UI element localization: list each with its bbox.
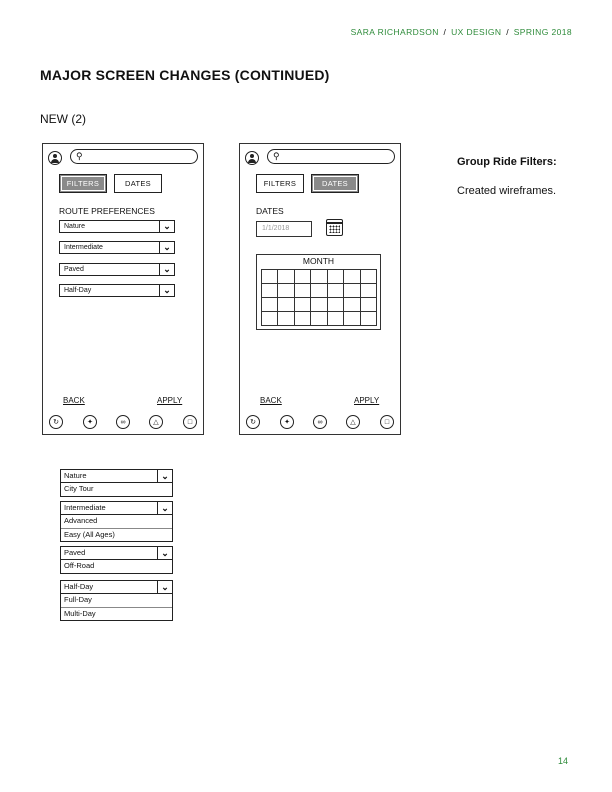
- search-icon: ⚲: [273, 151, 280, 161]
- running-header: [351, 27, 572, 37]
- map-pin-nav-icon[interactable]: ✦: [83, 415, 97, 429]
- chat-nav-icon[interactable]: □: [380, 415, 394, 429]
- route-preferences-label: ROUTE PREFERENCES: [59, 206, 155, 216]
- dropdown-value: Intermediate: [64, 244, 103, 251]
- dropdown-selected: Paved: [64, 548, 86, 557]
- dropdown-value: Half-Day: [64, 287, 92, 294]
- filters-screen-wireframe: [42, 143, 204, 435]
- terrain-dropdown[interactable]: [59, 220, 175, 233]
- dropdown-selected: Intermediate: [64, 503, 106, 512]
- route-nav-icon[interactable]: ↻: [49, 415, 63, 429]
- tab-filters[interactable]: FILTERS: [59, 174, 107, 193]
- dates-screen-wireframe: [239, 143, 401, 435]
- dropdown-option[interactable]: Multi-Day: [61, 607, 172, 620]
- description-text: Created wireframes.: [457, 185, 557, 197]
- author-name: SARA RICHARDSON: [350, 27, 439, 37]
- calendar-icon[interactable]: [326, 219, 343, 236]
- dropdown-value: Nature: [64, 223, 86, 230]
- header-separator: /: [443, 27, 447, 37]
- apply-link[interactable]: APPLY: [157, 396, 183, 405]
- terrain-dropdown-open[interactable]: [60, 469, 173, 497]
- chevron-down-icon[interactable]: ⌄: [159, 242, 174, 253]
- page-title: MAJOR SCREEN CHANGES (CONTINUED): [40, 67, 330, 83]
- bike-nav-icon[interactable]: ∞: [116, 415, 130, 429]
- surface-dropdown-open[interactable]: [60, 546, 173, 574]
- tab-dates[interactable]: DATES: [311, 174, 359, 193]
- dropdown-option[interactable]: Off-Road: [61, 560, 172, 573]
- bike-nav-icon[interactable]: ∞: [313, 415, 327, 429]
- alert-nav-icon[interactable]: △: [149, 415, 163, 429]
- tab-dates[interactable]: DATES: [114, 174, 162, 193]
- course-name: UX DESIGN: [451, 27, 502, 37]
- dates-label: DATES: [256, 206, 284, 216]
- date-input[interactable]: 1/1/2018: [256, 221, 312, 237]
- user-icon[interactable]: [48, 151, 62, 165]
- search-input[interactable]: [70, 149, 198, 164]
- dropdown-selected: Nature: [64, 471, 87, 480]
- user-icon[interactable]: [245, 151, 259, 165]
- map-pin-nav-icon[interactable]: ✦: [280, 415, 294, 429]
- description-title: Group Ride Filters:: [457, 156, 557, 168]
- back-link[interactable]: BACK: [260, 396, 282, 405]
- duration-dropdown-open[interactable]: [60, 580, 173, 621]
- difficulty-dropdown-open[interactable]: [60, 501, 173, 542]
- route-nav-icon[interactable]: ↻: [246, 415, 260, 429]
- calendar-grid[interactable]: [261, 269, 377, 326]
- alert-nav-icon[interactable]: △: [346, 415, 360, 429]
- surface-dropdown[interactable]: [59, 263, 175, 276]
- section-label: NEW (2): [40, 112, 86, 126]
- header-separator: /: [506, 27, 509, 37]
- page-number: 14: [557, 756, 568, 766]
- chevron-down-icon[interactable]: ⌄: [157, 502, 172, 514]
- difficulty-dropdown[interactable]: [59, 241, 175, 254]
- apply-link[interactable]: APPLY: [354, 396, 380, 405]
- duration-dropdown[interactable]: [59, 284, 175, 297]
- search-icon: ⚲: [76, 151, 83, 161]
- chat-nav-icon[interactable]: □: [183, 415, 197, 429]
- month-calendar: [256, 254, 381, 330]
- back-link[interactable]: BACK: [63, 396, 85, 405]
- chevron-down-icon[interactable]: ⌄: [159, 264, 174, 275]
- tab-filters[interactable]: FILTERS: [256, 174, 304, 193]
- dropdown-option[interactable]: Advanced: [61, 515, 172, 528]
- chevron-down-icon[interactable]: ⌄: [157, 470, 172, 482]
- dropdown-selected: Half-Day: [64, 582, 94, 591]
- dropdown-option[interactable]: Full-Day: [61, 594, 172, 607]
- chevron-down-icon[interactable]: ⌄: [159, 285, 174, 296]
- term-name: SPRING 2018: [513, 27, 572, 37]
- chevron-down-icon[interactable]: ⌄: [157, 581, 172, 593]
- dropdown-option[interactable]: Easy (All Ages): [61, 528, 172, 541]
- month-title: MONTH: [302, 256, 335, 266]
- dropdown-value: Paved: [64, 266, 84, 273]
- chevron-down-icon[interactable]: ⌄: [159, 221, 174, 232]
- dropdown-option[interactable]: City Tour: [61, 483, 172, 496]
- chevron-down-icon[interactable]: ⌄: [157, 547, 172, 559]
- search-input[interactable]: [267, 149, 395, 164]
